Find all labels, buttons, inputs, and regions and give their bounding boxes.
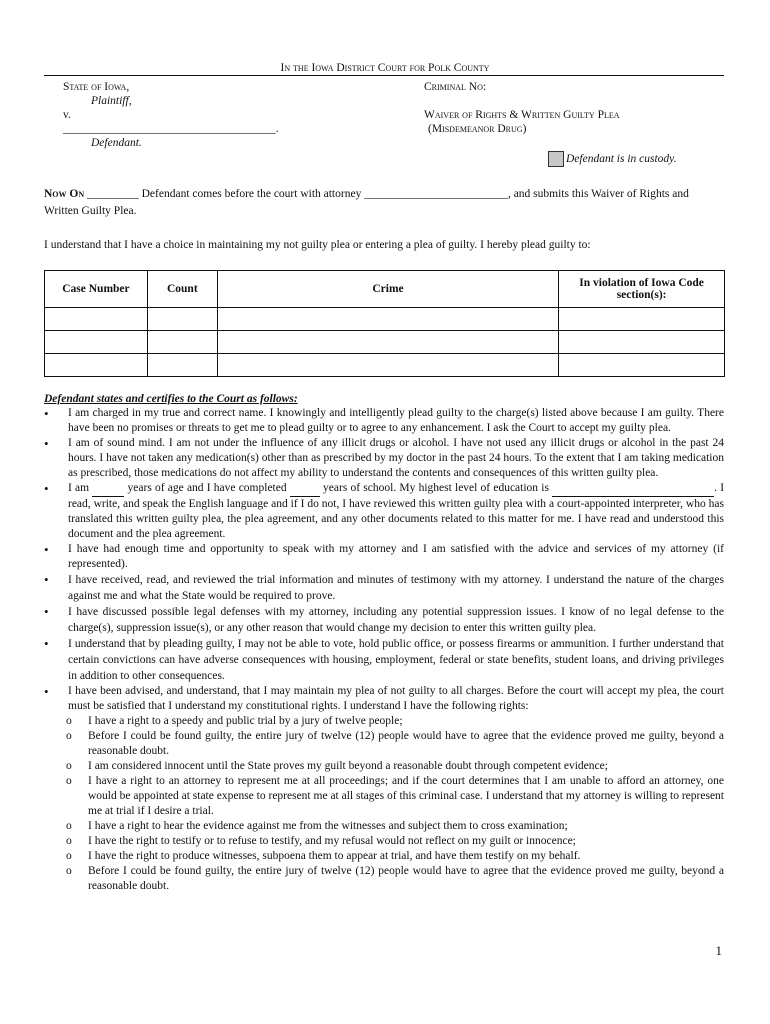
- case-number-cell[interactable]: [45, 331, 148, 354]
- document-subtitle: (Misdemeanor Drug): [428, 123, 527, 135]
- age-field[interactable]: [92, 481, 124, 497]
- state-label: State of Iowa,: [63, 81, 130, 93]
- count-cell[interactable]: [147, 331, 217, 354]
- table-row: [45, 331, 725, 354]
- header-case-number: Case Number: [45, 271, 148, 308]
- list-item: • I am charged in my true and correct name. I knowingly and intelligently plead guilty to the charge(s) listed above because I am guilty. There have been no promises or threats to get me to plead guilty or to agree to any enhancement. I ask the Court to accept my guilty plea.: [44, 406, 724, 436]
- rights-intro: I have been advised, and understand, that I may maintain my plea of not guilty to all charges. Before the court will accept my plea, the court must be satisfied that I understand my constitutional rights. I understand I have the following rights:: [68, 685, 724, 712]
- code-section-cell[interactable]: [559, 308, 725, 331]
- list-item: • I have had enough time and opportunity to speak with my attorney and I am satisfied with the advice and services of my attorney (if represented).: [44, 542, 724, 572]
- list-item: o Before I could be found guilty, the entire jury of twelve (12) people would have to agree that the evidence proved me guilty, beyond a reasonable doubt.: [66, 729, 724, 759]
- table-row: [45, 354, 725, 377]
- list-item: [44, 684, 724, 894]
- plea-choice-paragraph: I understand that I have a choice in maintaining my not guilty plea or entering a plea of guilty. I hereby plead guilty to:: [44, 239, 591, 251]
- table-header-row: [45, 271, 725, 308]
- custody-option[interactable]: [548, 151, 677, 167]
- list-item: o I am considered innocent until the State proves my guilt beyond a reasonable doubt through competent evidence;: [66, 759, 724, 774]
- rights-list: [66, 714, 724, 894]
- crime-cell[interactable]: [217, 331, 558, 354]
- list-item: • I have received, read, and reviewed the trial information and minutes of testimony with my attorney. I understand the nature of the charges against me and what the State would be required to prove.: [44, 572, 724, 604]
- versus-label: v.: [63, 109, 71, 121]
- statements-heading: Defendant states and certifies to the Court as follows:: [44, 393, 298, 405]
- now-on-label: Now On: [44, 188, 85, 200]
- defendant-label: Defendant.: [91, 137, 142, 149]
- list-item: o I have a right to an attorney to represent me at all proceedings; and if the court determines that I am unable to afford an attorney, one would be appointed at state expense to represent me at all stages of this criminal case. I understand that my attorney is willing to represent me at trial if I desire a trial.: [66, 774, 724, 819]
- document-title: Waiver of Rights & Written Guilty Plea: [424, 109, 620, 121]
- statements-list: [44, 406, 724, 894]
- caption-parties: [63, 80, 279, 150]
- intro-text: _________ Defendant comes before the court with attorney _________________________, and submits this Waiver of Rights and Written Guilty Plea.: [44, 188, 689, 217]
- intro-paragraph: [44, 186, 724, 220]
- education-text: years of school. My highest level of education is: [323, 482, 549, 494]
- school-text: years of age and I have completed: [127, 482, 287, 494]
- list-item: • I am of sound mind. I am not under the influence of any illicit drugs or alcohol. I have not used any illicit drugs or alcohol in the past 24 hours. I have not taken any medication(s) other than as prescribed by my doctor in the past 24 hours. To the extent that I am taking medication as prescribed, those medications do not affect my ability to understand the contents and consequences of this written guilty plea.: [44, 436, 724, 481]
- criminal-no-label: Criminal No:: [424, 81, 487, 93]
- header-count: Count: [147, 271, 217, 308]
- code-section-cell[interactable]: [559, 331, 725, 354]
- list-item: o I have a right to a speedy and public trial by a jury of twelve people;: [66, 714, 724, 729]
- list-item: [44, 481, 724, 542]
- list-item: o Before I could be found guilty, the entire jury of twelve (12) people would have to agree that the evidence proved me guilty, beyond a reasonable doubt.: [66, 864, 724, 894]
- plaintiff-label: Plaintiff,: [91, 95, 132, 107]
- list-item: • I have discussed possible legal defenses with my attorney, including any potential suppression issues. I know of no legal defense to the charge(s), suppression issue(s), or any other reason that would change my decision to enter this written guilty plea.: [44, 604, 724, 636]
- list-item: o I have the right to produce witnesses, subpoena them to appear at trial, and have them testify on my behalf.: [66, 849, 724, 864]
- custody-label: Defendant is in custody.: [566, 153, 677, 165]
- list-item: • I understand that by pleading guilty, I may not be able to vote, hold public office, or possess firearms or ammunition. I further understand that certain convictions can have adverse consequences with housing, employment, federal or state benefits, student loans, and driving privileges in addition to other consequences.: [44, 636, 724, 684]
- court-title: In the Iowa District Court for Polk County: [280, 62, 490, 74]
- code-section-cell[interactable]: [559, 354, 725, 377]
- age-text: I am: [68, 482, 90, 494]
- count-cell[interactable]: [147, 354, 217, 377]
- school-years-field[interactable]: [290, 481, 320, 497]
- charges-table: [44, 270, 725, 377]
- case-number-cell[interactable]: [45, 354, 148, 377]
- defendant-name-field[interactable]: _____________________________________.: [63, 123, 279, 135]
- language-text: . I read, write, and speak the English language and if I do not, I have reviewed this written guilty plea with a court-appointed interpreter, who has translated this written guilty plea, the plea agreement, and any other documents related to this matter for me. I have read and understood this document and the plea agreement.: [68, 482, 725, 540]
- table-row: [45, 308, 725, 331]
- crime-cell[interactable]: [217, 308, 558, 331]
- caption-rule: [44, 75, 724, 76]
- header-crime: Crime: [217, 271, 558, 308]
- case-number-cell[interactable]: [45, 308, 148, 331]
- count-cell[interactable]: [147, 308, 217, 331]
- education-field[interactable]: [552, 481, 714, 497]
- crime-cell[interactable]: [217, 354, 558, 377]
- header-code-section: In violation of Iowa Code section(s):: [559, 271, 725, 308]
- page-number: 1: [715, 943, 722, 958]
- caption-case-info: [424, 80, 620, 136]
- custody-checkbox[interactable]: [548, 151, 564, 167]
- list-item: o I have a right to hear the evidence against me from the witnesses and subject them to cross examination;: [66, 819, 724, 834]
- list-item: o I have the right to testify or to refuse to testify, and my refusal would not reflect on my guilt or innocence;: [66, 834, 724, 849]
